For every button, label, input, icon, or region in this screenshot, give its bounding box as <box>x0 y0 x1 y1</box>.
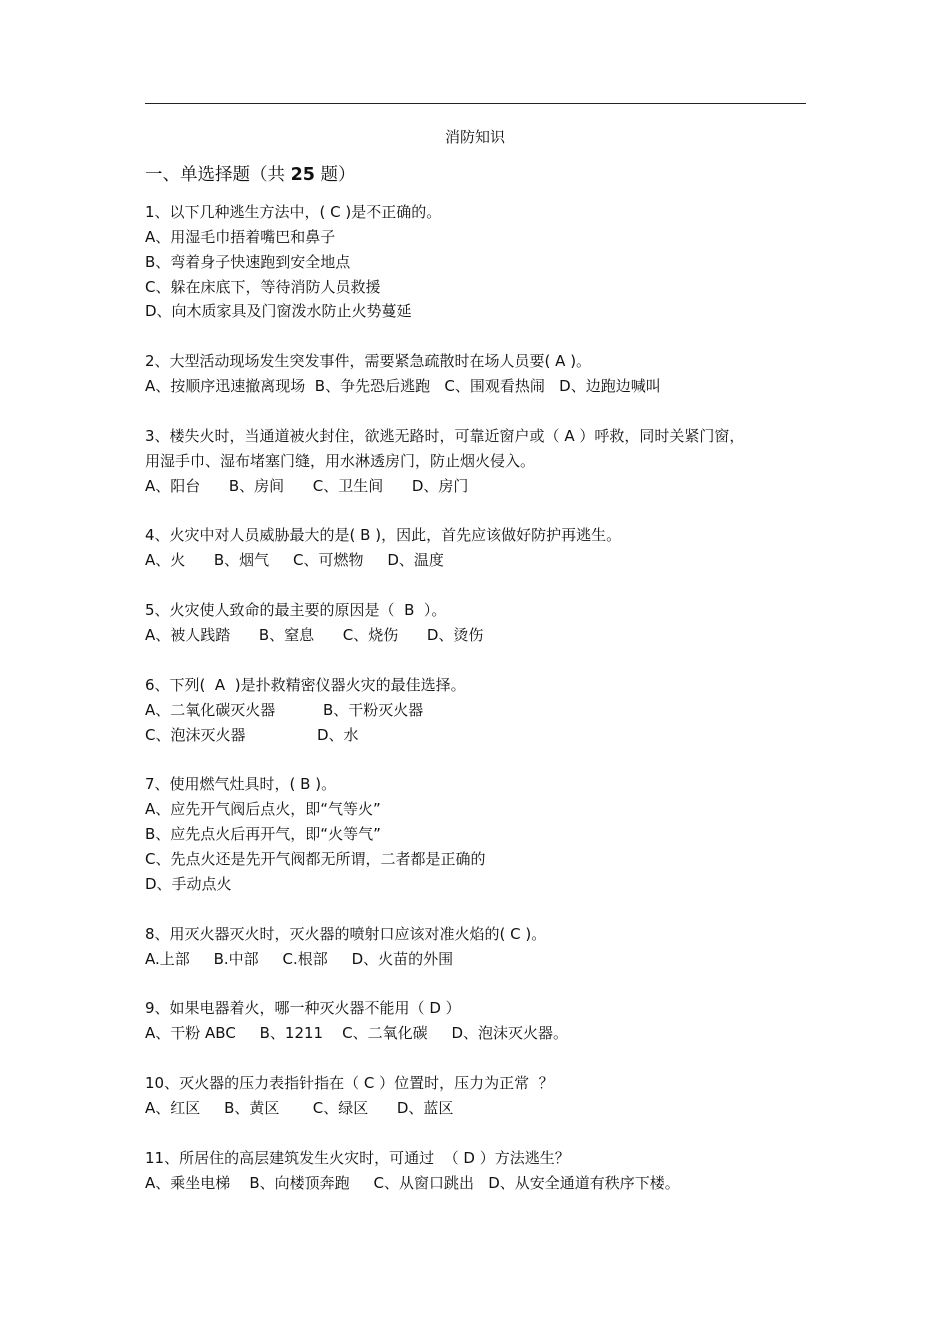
question-10: 10、灭火器的压力表指针指在（ C ）位置时，压力为正常 ？ <box>145 1074 554 1092</box>
q8-options: A.上部 B.中部 C.根部 D、火苗的外围 <box>145 950 454 968</box>
question-5: 5、火灾使人致命的最主要的原因是（ B ）。 <box>145 601 447 619</box>
page-title: 消防知识 <box>444 128 505 146</box>
question-3: 3、楼失火时，当通道被火封住，欲逃无路时，可靠近窗户或（ A ）呼救，同时关紧门窗， <box>145 427 745 445</box>
q7-option-a: A、应先开气阀后点火，即“气等火” <box>145 800 381 818</box>
q9-options: A、干粉 ABC B、1211 C、二氧化碳 D、泡沫灭火器。 <box>145 1024 569 1042</box>
question-4: 4、火灾中对人员威胁最大的是( B )，因此，首先应该做好防护再逃生。 <box>145 526 622 544</box>
section-heading-count: 25 <box>290 165 315 185</box>
q1-option-a: A、用湿毛巾捂着嘴巴和鼻子 <box>145 228 336 246</box>
question-8: 8、用灭火器灭火时，灭火器的喷射口应该对准火焰的( C )。 <box>145 925 547 943</box>
q7-option-d: D、手动点火 <box>145 875 232 893</box>
q10-options: A、红区 B、黄区 C、绿区 D、蓝区 <box>145 1099 454 1117</box>
q1-option-c: C、躲在床底下，等待消防人员救援 <box>145 278 381 296</box>
section-heading-suffix: 题） <box>314 165 356 185</box>
q4-options: A、火 B、烟气 C、可燃物 D、温度 <box>145 551 444 569</box>
q6-options-ab: A、二氧化碳灭火器 B、干粉灭火器 <box>145 701 424 719</box>
question-9: 9、如果电器着火，哪一种灭火器不能用（ D ） <box>145 999 461 1017</box>
question-7: 7、使用燃气灶具时，( B )。 <box>145 775 337 793</box>
q7-option-b: B、应先点火后再开气，即“火等气” <box>145 825 381 843</box>
section-heading-prefix: 一、单选择题（共 <box>145 165 291 185</box>
q5-options: A、被人践踏 B、窒息 C、烧伤 D、烫伤 <box>145 626 484 644</box>
section-heading <box>145 163 356 187</box>
q7-option-c: C、先点火还是先开气阀都无所谓，二者都是正确的 <box>145 850 486 868</box>
q11-options: A、乘坐电梯 B、向楼顶奔跑 C、从窗口跳出 D、从安全通道有秩序下楼。 <box>145 1174 680 1192</box>
q1-option-b: B、弯着身子快速跑到安全地点 <box>145 253 351 271</box>
q2-options: A、按顺序迅速撤离现场 B、争先恐后逃跑 C、围观看热闹 D、边跑边喊叫 <box>145 377 661 395</box>
q3-options: A、阳台 B、房间 C、卫生间 D、房门 <box>145 477 469 495</box>
question-3-cont: 用湿手巾、湿布堵塞门缝，用水淋透房门，防止烟火侵入。 <box>145 452 536 470</box>
question-6: 6、下列( A )是扑救精密仪器火灾的最佳选择。 <box>145 676 466 694</box>
q6-options-cd: C、泡沫灭火器 D、水 <box>145 726 359 744</box>
question-11: 11、所居住的高层建筑发生火灾时，可通过 （ D ）方法逃生？ <box>145 1149 570 1167</box>
question-1: 1、以下几种逃生方法中，( C )是不正确的。 <box>145 203 442 221</box>
q1-option-d: D、向木质家具及门窗泼水防止火势蔓延 <box>145 302 412 320</box>
header-rule <box>145 103 806 104</box>
question-2: 2、大型活动现场发生突发事件，需要紧急疏散时在场人员要( A )。 <box>145 352 592 370</box>
